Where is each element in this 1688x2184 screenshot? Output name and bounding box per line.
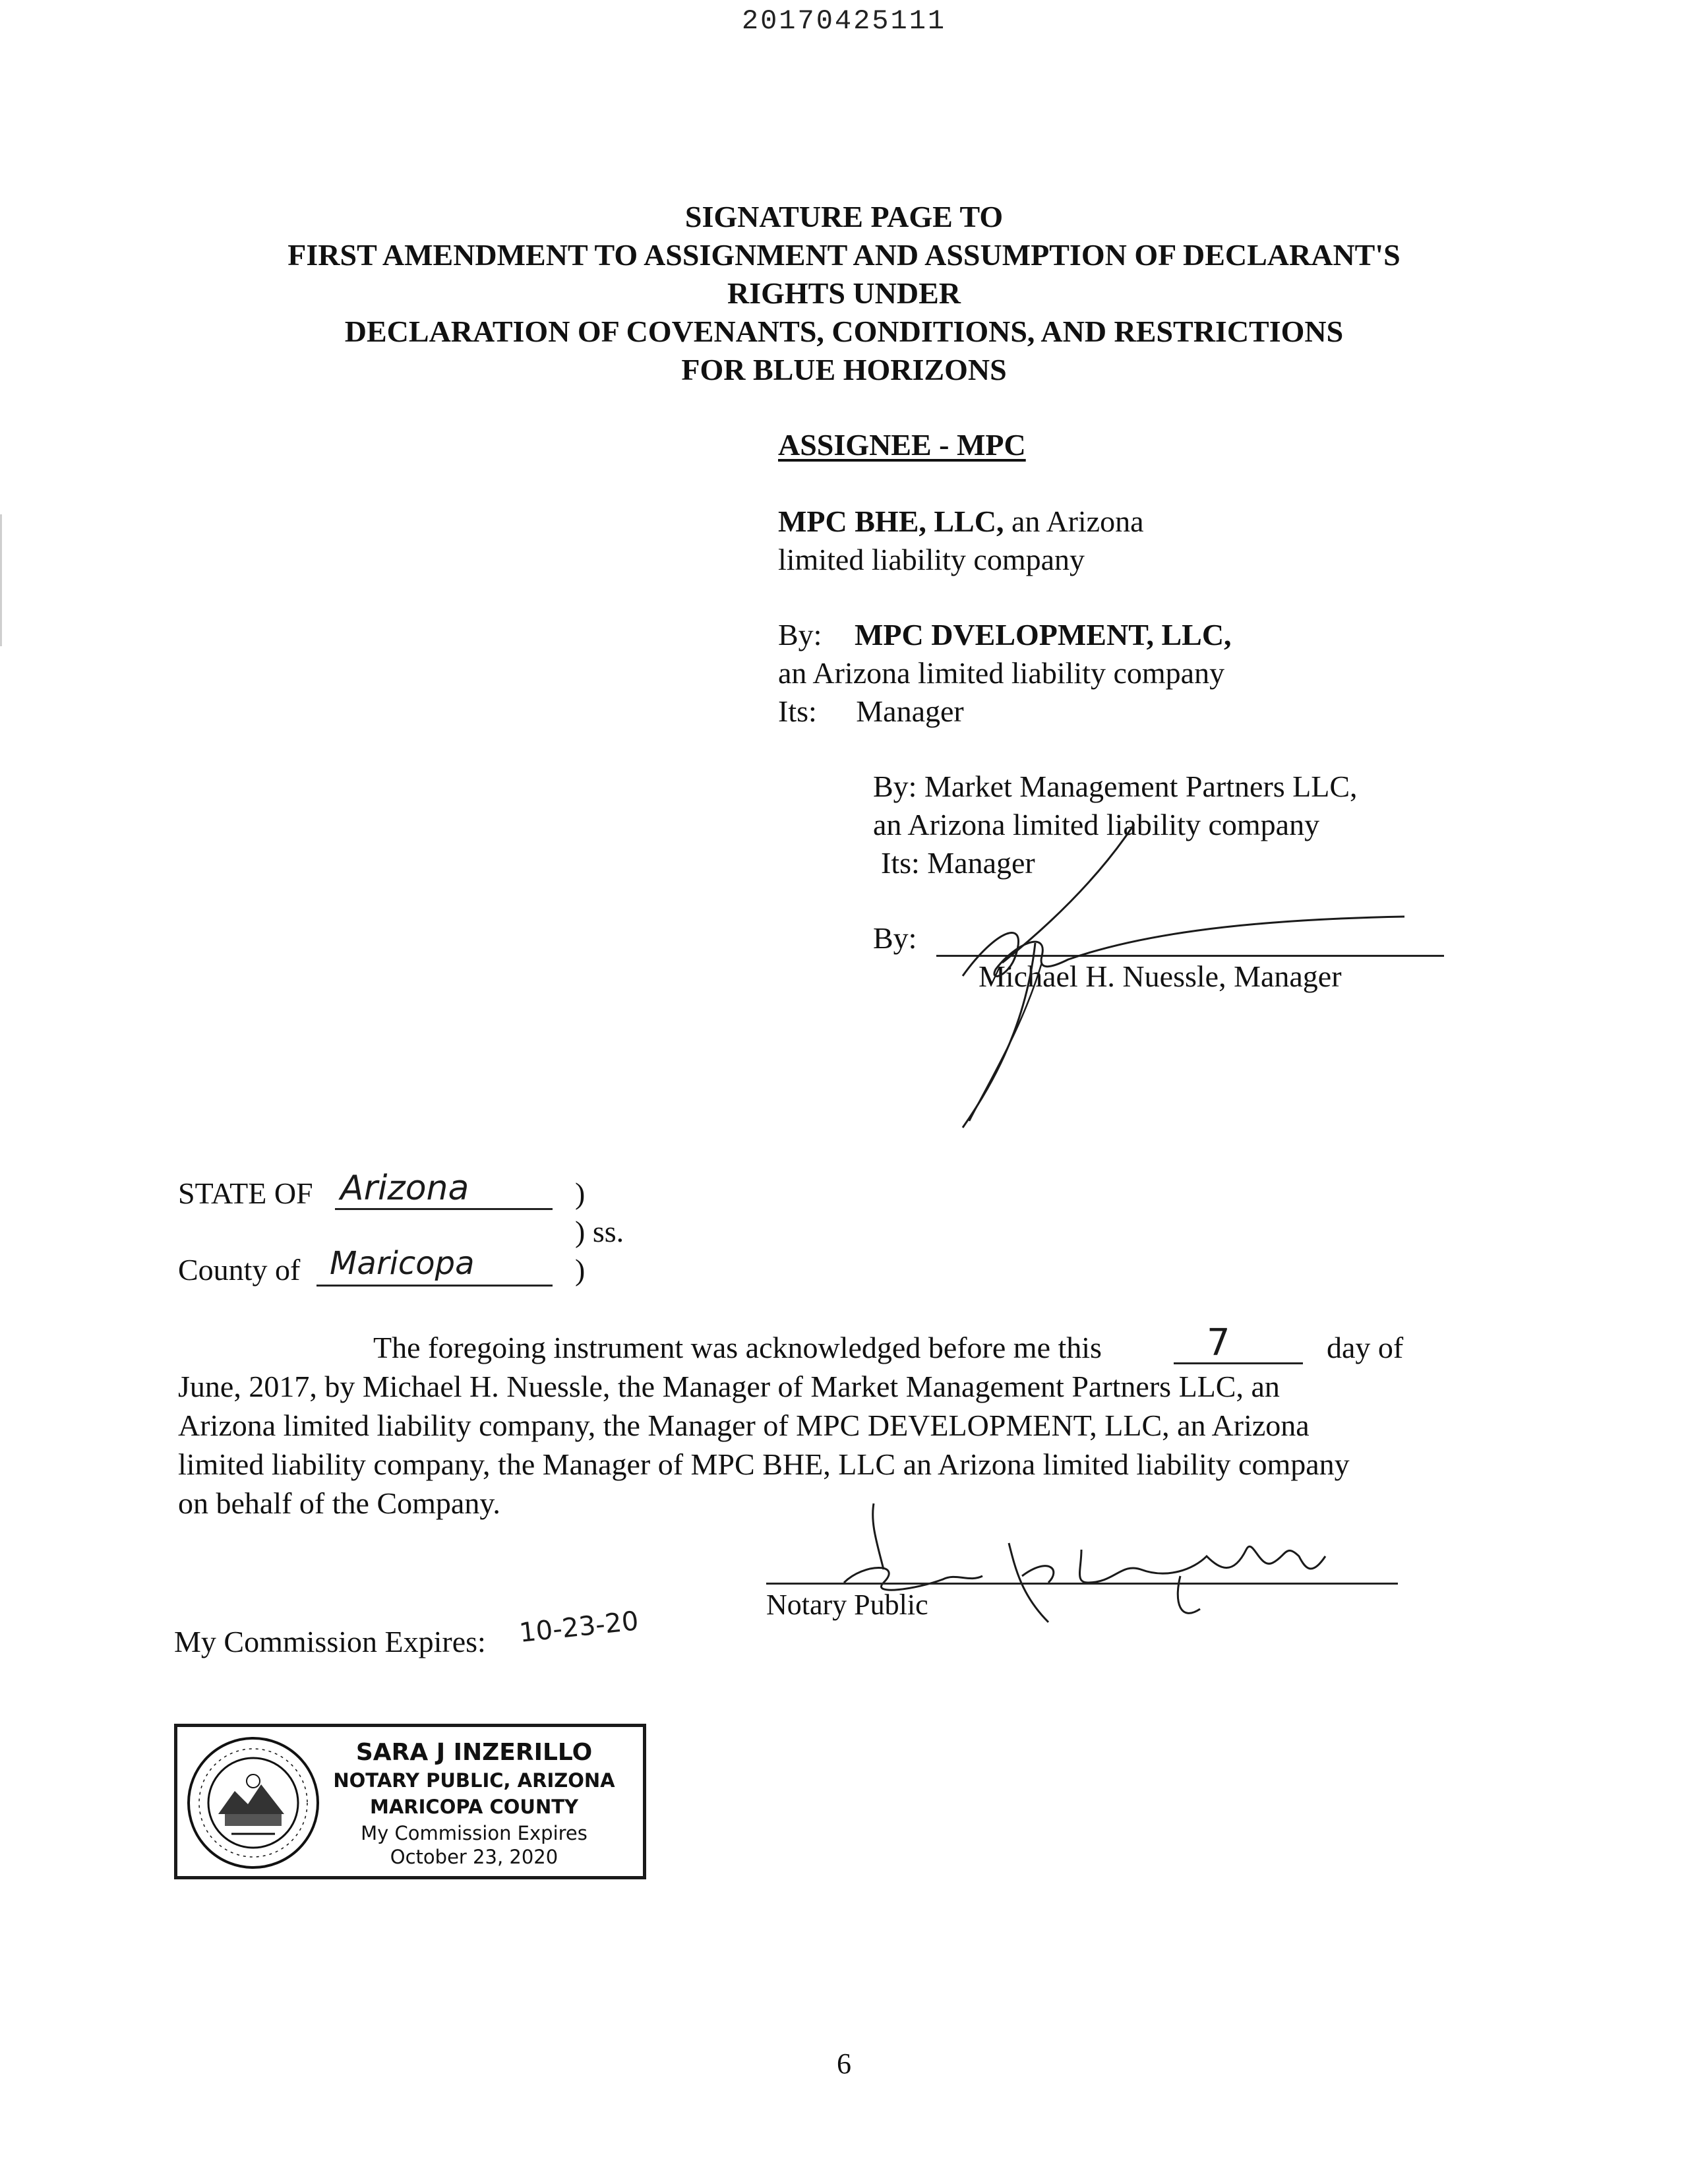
state-value-line xyxy=(335,1208,553,1210)
state-value: Arizona xyxy=(340,1168,469,1208)
ack-line-5: on behalf of the Company. xyxy=(178,1486,500,1520)
its-value: Manager xyxy=(856,694,964,728)
title-line-3: RIGHTS UNDER xyxy=(727,276,961,310)
title-line-2: FIRST AMENDMENT TO ASSIGNMENT AND ASSUMPTION OF DECLARANT'S xyxy=(287,238,1401,272)
ack-day-suffix: day of xyxy=(1327,1331,1404,1364)
title-line-4: DECLARATION OF COVENANTS, CONDITIONS, AND RESTRICTIONS xyxy=(344,315,1344,348)
notary-stamp xyxy=(174,1724,646,1879)
notary-label: Notary Public xyxy=(766,1589,928,1621)
commission-label: My Commission Expires: xyxy=(174,1625,486,1658)
manager-signature xyxy=(917,811,1411,1141)
by-line xyxy=(778,616,1232,654)
its-label: Its: xyxy=(778,694,817,728)
county-label: County of xyxy=(178,1253,301,1287)
county-value: Maricopa xyxy=(330,1245,475,1282)
signer-name: Michael H. Nuessle, Manager xyxy=(979,959,1342,993)
by-label: By: xyxy=(778,618,822,652)
ack-line-3: Arizona limited liability company, the Manager of MPC DEVELOPMENT, LLC, an Arizona xyxy=(178,1409,1310,1442)
scan-edge-mark xyxy=(0,514,2,646)
title-line-1: SIGNATURE PAGE TO xyxy=(684,200,1004,233)
ack-line-1: The foregoing instrument was acknowledged before me this xyxy=(373,1331,1102,1364)
ack-line-2: June, 2017, by Michael H. Nuessle, the Manager of Market Management Partners LLC, an xyxy=(178,1370,1280,1403)
sub-desc-line: an Arizona limited liability company xyxy=(873,808,1320,841)
notary-signature-line xyxy=(766,1583,1398,1585)
assignee-entity-line xyxy=(778,502,1144,541)
stamp-line-1: NOTARY PUBLIC, ARIZONA xyxy=(333,1769,615,1792)
stamp-name: SARA J INZERILLO xyxy=(355,1739,593,1766)
assignee-entity-desc-1: an Arizona xyxy=(1011,504,1144,538)
assignee-entity-desc-2: limited liability company xyxy=(778,543,1085,576)
its-line xyxy=(778,692,964,731)
arizona-seal-icon xyxy=(185,1735,321,1871)
by-entity: MPC DVELOPMENT, LLC, xyxy=(854,618,1232,652)
signer-by-label: By: xyxy=(873,921,917,955)
stamp-line-3: My Commission Expires xyxy=(361,1822,588,1844)
recording-number: 20170425111 xyxy=(741,5,947,37)
ack-day-line xyxy=(1174,1362,1303,1364)
assignee-heading: ASSIGNEE - MPC xyxy=(778,428,1026,462)
county-paren: ) xyxy=(575,1253,586,1287)
ss-label: ) ss. xyxy=(575,1215,624,1248)
by-entity-desc: an Arizona limited liability company xyxy=(778,656,1225,690)
page-number: 6 xyxy=(837,2048,851,2080)
assignee-entity-name: MPC BHE, LLC, xyxy=(778,504,1004,538)
stamp-line-4: October 23, 2020 xyxy=(390,1846,558,1868)
stamp-line-2: MARICOPA COUNTY xyxy=(369,1796,579,1818)
sub-by-line: By: Market Management Partners LLC, xyxy=(873,770,1358,803)
ack-line-4: limited liability company, the Manager of MPC BHE, LLC an Arizona limited liability company xyxy=(178,1447,1350,1481)
title-line-5: FOR BLUE HORIZONS xyxy=(681,353,1007,386)
sub-its-line: Its: Manager xyxy=(881,846,1035,880)
county-value-line xyxy=(316,1285,553,1287)
state-paren: ) xyxy=(575,1176,586,1210)
state-label: STATE OF xyxy=(178,1176,313,1210)
commission-value: 10-23-20 xyxy=(518,1606,640,1649)
ack-day-value: 7 xyxy=(1207,1321,1230,1364)
